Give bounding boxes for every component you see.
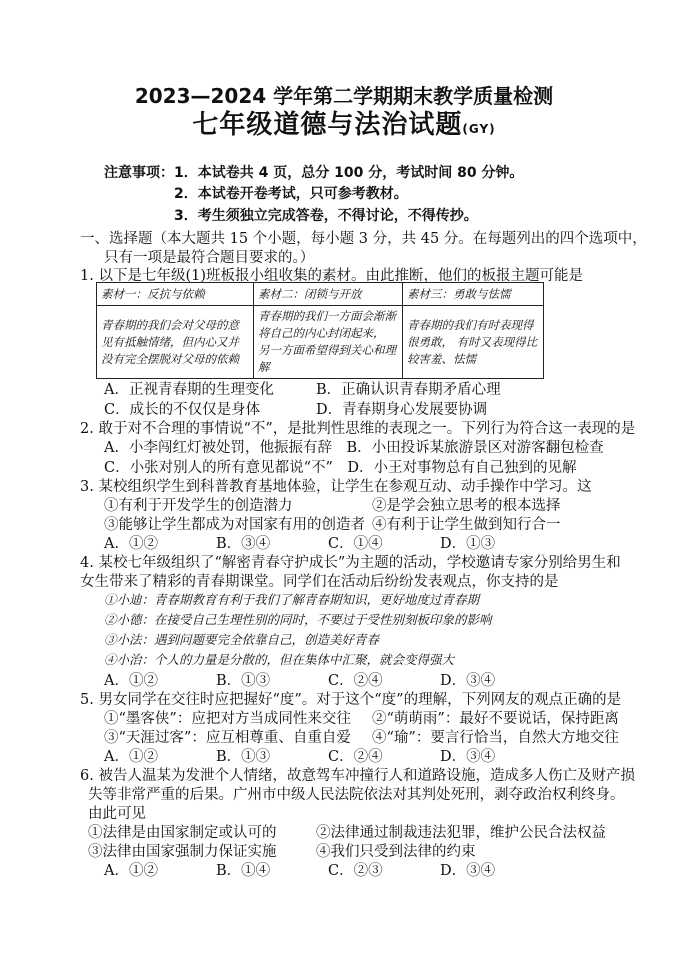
table-cell-1: 青春期的我们会对父母的意见有抵触情绪，但内心又并没有完全摆脱对父母的依赖 xyxy=(97,306,254,379)
q4-statement-4: ④小治：个人的力量是分散的，但在集体中汇聚，就会变得强大 xyxy=(104,652,455,667)
q6-option-b[interactable]: B．①④ xyxy=(216,863,271,879)
q3-statement-4: ④有利于让学生做到知行合一 xyxy=(372,517,561,533)
subtitle-tag: (GY) xyxy=(462,122,496,136)
q1-option-a[interactable]: A．正视青春期的生理变化 xyxy=(104,382,274,398)
q3-option-d[interactable]: D．①③ xyxy=(440,536,496,552)
table-header-2: 素材二：闭锁与开放 xyxy=(254,283,403,306)
q4-option-d[interactable]: D．③④ xyxy=(440,673,496,689)
q3-statement-1: ①有利于开发学生的创造潜力 xyxy=(104,498,293,514)
q4-option-b[interactable]: B．①③ xyxy=(216,673,271,689)
q4-option-c[interactable]: C．②④ xyxy=(328,673,383,689)
q1-option-d[interactable]: D．青春期身心发展要协调 xyxy=(316,402,488,418)
q2-options-cd[interactable]: C．小张对别人的所有意见都说“不” D．小王对事物总有自己独到的见解 xyxy=(104,460,577,476)
q3-option-b[interactable]: B．③④ xyxy=(216,536,271,552)
question-2-stem: 2. 敢于对不合理的事情说“不”，是批判性思维的表现之一。下列行为符合这一表现的是 xyxy=(80,421,636,437)
q5-statement-1: ①“墨客侠”：应把对方当成同性来交往 xyxy=(104,711,351,727)
q1-option-c[interactable]: C．成长的不仅仅是身体 xyxy=(104,402,261,418)
q3-option-a[interactable]: A．①② xyxy=(104,536,158,552)
q5-option-a[interactable]: A．①② xyxy=(104,749,158,765)
q6-statement-3: ③法律由国家强制力保证实施 xyxy=(88,844,277,860)
notes-label: 注意事项： xyxy=(104,165,174,181)
question-1-stem: 1. 以下是七年级(1)班板报小组收集的素材。由此推断，他们的板报主题可能是 xyxy=(80,268,583,284)
question-6-stem: 6. 被告人温某为发泄个人情绪，故意驾车冲撞行人和道路设施，造成多人伤亡及财产损 xyxy=(80,768,635,784)
q6-statement-4: ④我们只受到法律的约束 xyxy=(316,844,476,860)
q5-option-d[interactable]: D．③④ xyxy=(440,749,496,765)
question-6-stem-end: 由此可见 xyxy=(88,806,146,822)
section-heading-cont: 只有一项是最符合题目要求的。） xyxy=(104,250,315,266)
q4-option-a[interactable]: A．①② xyxy=(104,673,158,689)
table-header-1: 素材一：反抗与依赖 xyxy=(97,283,254,306)
q5-statement-4: ④“瑜”：要言行恰当，自然大方地交往 xyxy=(372,730,619,746)
q3-statement-3: ③能够让学生都成为对国家有用的创造者 xyxy=(104,517,365,533)
material-table xyxy=(96,282,544,379)
question-4-stem: 4. 某校七年级组织了“解密青春守护成长”为主题的活动，学校邀请专家分别给男生和 xyxy=(80,555,621,571)
note-item-2: 2．本试卷开卷考试，只可参考教材。 xyxy=(174,186,408,202)
q5-option-b[interactable]: B．①③ xyxy=(216,749,271,765)
q5-statement-3: ③“天涯过客”：应互相尊重、自重自爱 xyxy=(104,730,351,746)
q3-statement-2: ②是学会独立思考的根本选择 xyxy=(372,498,561,514)
q3-option-c[interactable]: C．①④ xyxy=(328,536,383,552)
q4-statement-2: ②小德：在接受自己生理性别的同时，不要过于受性别刻板印象的影响 xyxy=(104,612,492,627)
note-item-1: 1．本试卷共 4 页，总分 100 分，考试时间 80 分钟。 xyxy=(174,165,524,181)
question-6-stem-cont: 失等非常严重的后果。广州市中级人民法院依法对其判处死刑，剥夺政治权利终身。 xyxy=(88,787,625,803)
table-cell-3: 青春期的我们有时表现得很勇敢， 有时又表现得比较害羞、怯懦 xyxy=(403,306,544,379)
q6-statement-2: ②法律通过制裁违法犯罪，维护公民合法权益 xyxy=(316,825,606,841)
section-heading: 一、选择题（本大题共 15 个小题，每小题 3 分，共 45 分。在每题列出的四个选项中， xyxy=(80,231,647,247)
q6-option-d[interactable]: D．③④ xyxy=(440,863,496,879)
q6-statement-1: ①法律是由国家制定或认可的 xyxy=(88,825,277,841)
q5-option-c[interactable]: C．②④ xyxy=(328,749,383,765)
exam-subtitle xyxy=(0,104,688,141)
q2-options-ab[interactable]: A．小李闯红灯被处罚，他振振有辞 B．小田投诉某旅游景区对游客翻包检查 xyxy=(104,440,604,456)
q4-statement-1: ①小迪：青春期教育有利于我们了解青春期知识，更好地度过青春期 xyxy=(104,592,480,607)
q6-option-c[interactable]: C．②③ xyxy=(328,863,383,879)
question-3-stem: 3. 某校组织学生到科普教育基地体验，让学生在参观互动、动手操作中学习。这 xyxy=(80,479,592,495)
q6-option-a[interactable]: A．①② xyxy=(104,863,158,879)
q5-statement-2: ②“萌萌雨”：最好不要说话，保持距离 xyxy=(372,711,619,727)
subtitle-text: 七年级道德与法治试题 xyxy=(192,110,463,140)
question-5-stem: 5. 男女同学在交往时应把握好“度”。对于这个“度”的理解，下列网友的观点正确的是 xyxy=(80,692,622,708)
table-header-3: 素材三：勇敢与怯懦 xyxy=(403,283,544,306)
table-cell-2: 青春期的我们一方面会渐渐将自己的内心封闭起来， 另一方面希望得到关心和理解 xyxy=(254,306,403,379)
question-4-stem-cont: 女生带来了精彩的青春期课堂。同学们在活动后纷纷发表观点，你支持的是 xyxy=(80,574,559,590)
note-item-3: 3．考生须独立完成答卷，不得讨论，不得传抄。 xyxy=(174,208,478,224)
q1-option-b[interactable]: B．正确认识青春期矛盾心理 xyxy=(316,382,501,398)
q4-statement-3: ③小法：遇到问题要完全依靠自己，创造美好青春 xyxy=(104,632,380,647)
exam-title: 2023—2024 学年第二学期期末教学质量检测 xyxy=(134,84,554,108)
